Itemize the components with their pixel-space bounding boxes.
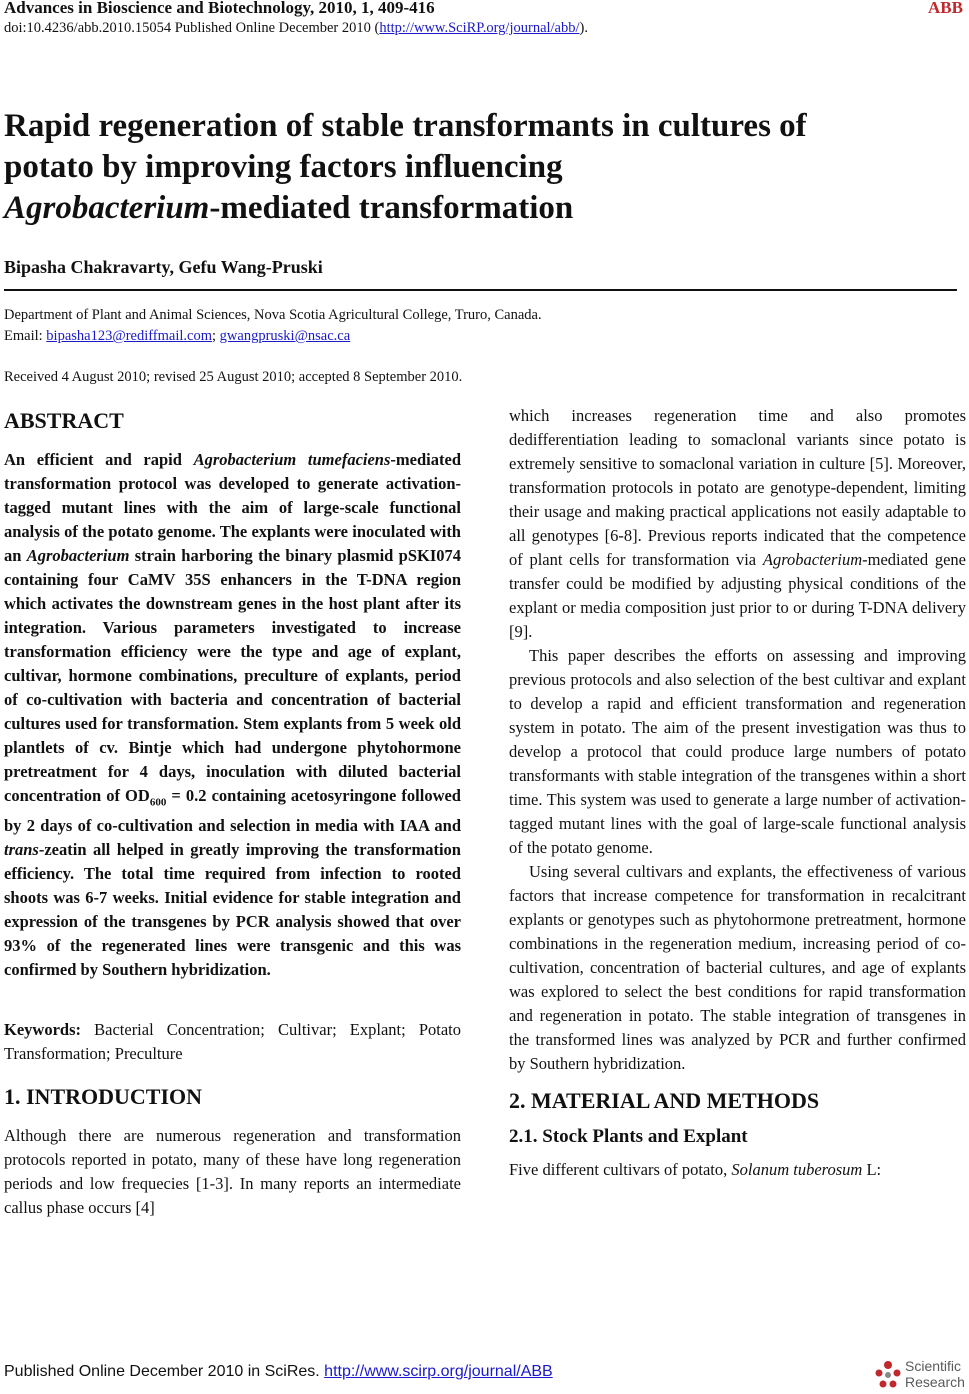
footer (4, 1363, 553, 1381)
abstract-part: = 0.2 containing acetosyringone followed by 2 days of co-cultivation and selection in media with IAA and (4, 786, 461, 836)
intro-heading: 1. INTRODUCTION (4, 1084, 203, 1110)
abstract-part: -mediated transformation protocol was developed to generate activation-tagged mutant lines with the aim of large-scale functional analysis of the potato genome. The explants were inoculated with an (4, 450, 461, 565)
abstract-part: An efficient and rapid (4, 450, 194, 469)
scientific-research-logo-icon (873, 1359, 903, 1391)
body-paragraph-4 (509, 1158, 966, 1182)
logo-text (905, 1358, 965, 1390)
keywords (4, 1018, 461, 1066)
logo-line-2: Research (905, 1374, 965, 1390)
abstract-text (4, 448, 461, 982)
abstract-italic: trans (4, 840, 39, 860)
logo-line-1: Scientific (905, 1358, 962, 1374)
title-rest: -mediated transformation (209, 190, 574, 226)
email-separator: ; (212, 328, 220, 344)
title-italic: Agrobacterium (4, 190, 210, 226)
body-paragraph-3: Using several cultivars and explants, the effectiveness of various factors that increase competence for transformation in recalcitrant explants or genotypes such as phytohormone pretreatment, hormone combinations in the regeneration medium, increasing period of co-cultivation, concentration of bacterial cultures, and age of explants was explored to select the best conditions for rapid transformation and regeneration in potato. The stable integration of transgenes in the transformed lines was analyzed by PCR and further confirmed by Southern hybridization. (509, 862, 966, 1073)
title-line-3 (4, 188, 954, 229)
body-part: which increases regeneration time and also promotes dedifferentiation leading to somaclonal variants since potato is extremely sensitive to somaclonal variation in culture [5]. Moreover, transformation protocols in potato are genotype-dependent, limiting their usage and making practical applications not easily adaptable to all genotypes [6-8]. Previous reports indicated that the competence of plant cells for transformation via (509, 406, 966, 569)
subsection-heading: 2.1. Stock Plants and Explant (509, 1126, 748, 1147)
body-part: L: (862, 1160, 882, 1179)
abstract-subscript: 600 (149, 796, 167, 809)
abstract-part: -zeatin all helped in greatly improving the transformation efficiency. The total time required from infection to rooted shoots was 6-7 weeks. Initial evidence for stable integration and expression of the transgenes by PCR analysis showed that over 93% of the regenerated lines were transgenic and this was confirmed by Southern hybridization. (4, 840, 461, 980)
right-column (509, 404, 966, 1182)
journal-citation: Advances in Bioscience and Biotechnology, 2010, 1, 409-416 (4, 0, 435, 17)
footer-link[interactable]: http://www.scirp.org/journal/ABB (324, 1363, 553, 1380)
journal-abbrev: ABB (928, 0, 963, 17)
left-column (4, 404, 461, 1220)
journal-link[interactable]: http://www.SciRP.org/journal/abb/ (379, 20, 580, 36)
body-part: -mediated gene transfer could be modified by adjusting physical conditions of the explant or media composition just prior to or during T-DNA delivery [9]. (509, 550, 966, 641)
received-dates: Received 4 August 2010; revised 25 August 2010; accepted 8 September 2010. (4, 369, 463, 385)
footer-text: Published Online December 2010 in SciRes. (4, 1363, 325, 1380)
intro-paragraph: Although there are numerous regeneration and transformation protocols reported in potato, many of these have long regeneration periods and low frequecies [1-3]. In many reports an intermediate callus phase occurs [4] (4, 1126, 461, 1218)
title-line-1: Rapid regeneration of stable transformants in cultures of (4, 108, 807, 144)
body-paragraph-1 (509, 404, 966, 644)
body-italic: Solanum tuberosum (731, 1160, 863, 1179)
email-link-2[interactable]: gwangpruski@nsac.ca (219, 328, 351, 344)
keywords-label: Keywords: (4, 1020, 81, 1040)
doi-suffix: ). (579, 20, 588, 36)
body-paragraph-2: This paper describes the efforts on assessing and improving previous protocols and also selection of the best cultivar and explant to develop a rapid and efficient transformation and regeneration system in potato. The aim of the present investigation was thus to develop a protocol that could produce large numbers of potato transformants with stable integration of the transgenes within a short time. This system was used to generate a large number of activation-tagged mutant lines with the goal of large-scale functional analysis of the potato genome. (509, 646, 966, 857)
email-label: Email: (4, 328, 47, 344)
methods-heading: 2. MATERIAL AND METHODS (509, 1088, 820, 1113)
title-divider (4, 289, 957, 291)
keywords-text: Bacterial Concentration; Cultivar; Explant; Potato Transformation; Preculture (4, 1020, 461, 1064)
body-part: Five different cultivars of potato, (509, 1160, 732, 1179)
doi-line (4, 20, 588, 37)
title-line-2: potato by improving factors influencing (4, 149, 563, 185)
paper-title (4, 106, 954, 229)
email-line (4, 328, 350, 345)
doi-prefix: doi:10.4236/abb.2010.15054 Published Online December 2010 ( (4, 20, 380, 36)
affiliation: Department of Plant and Animal Sciences, Nova Scotia Agricultural College, Truro, Canada. (4, 307, 542, 323)
abstract-italic: Agrobacterium (26, 546, 130, 565)
email-link-1[interactable]: bipasha123@rediffmail.com (46, 328, 212, 344)
abstract-part: strain harboring the binary plasmid pSKI074 containing four CaMV 35S enhancers in the T-DNA region which activates the downstream genes in the host plant after its integration. Various parameters investigated to increase transformation efficiency were the type and age of explant, cultivar, hormone combinations, preculture of explants, period of co-cultivation with bacteria and concentration of bacterial cultures used for transformation. Stem explants from 5 week old plantlets of cv. Bintje which had undergone phytohormone pretreatment for 4 days, inoculation with diluted bacterial concentration of OD (4, 546, 462, 805)
authors: Bipasha Chakravarty, Gefu Wang-Pruski (4, 257, 323, 277)
body-italic: Agrobacterium (762, 550, 863, 569)
abstract-italic: Agrobacterium tumefaciens (193, 450, 391, 469)
abstract-heading: ABSTRACT (4, 408, 124, 433)
